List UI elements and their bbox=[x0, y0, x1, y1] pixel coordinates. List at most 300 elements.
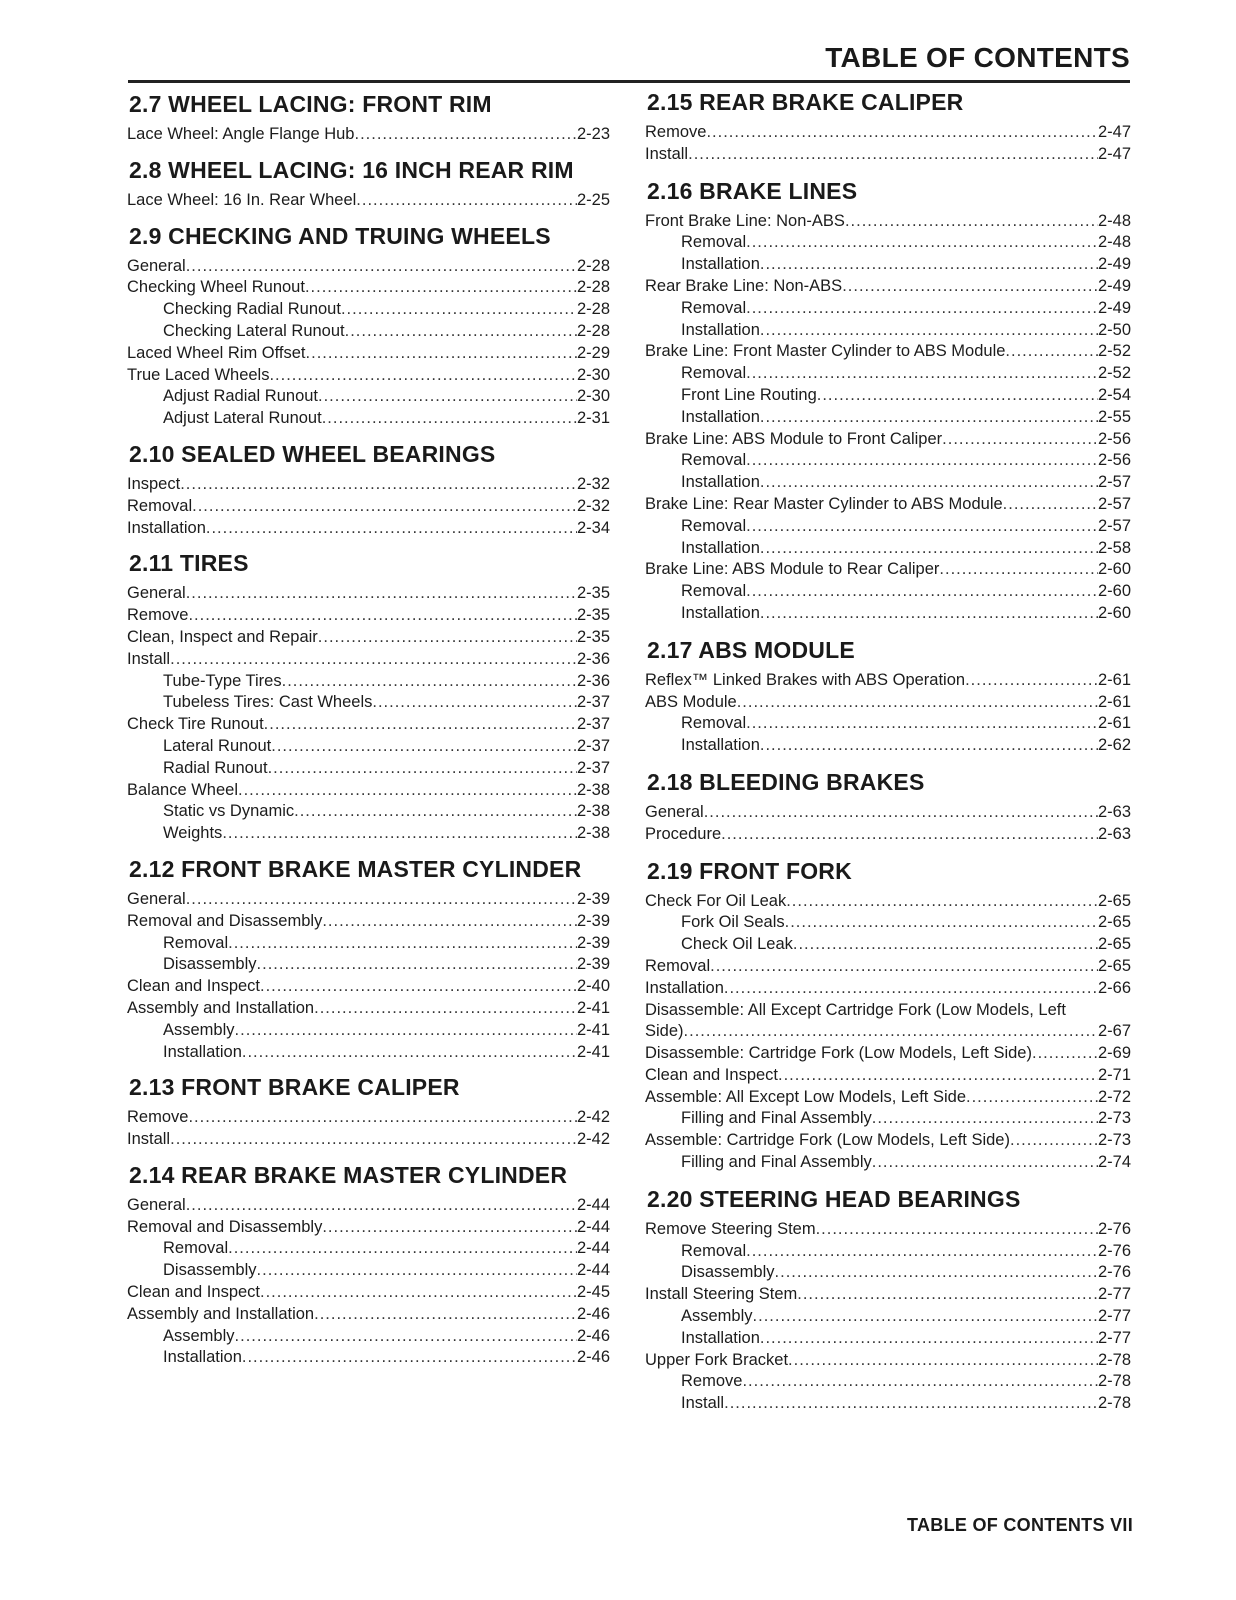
entry-title: Lace Wheel: 16 In. Rear Wheel bbox=[127, 190, 357, 209]
entry-title: Check For Oil Leak bbox=[645, 891, 787, 910]
toc-entry[interactable] bbox=[645, 1065, 1131, 1087]
toc-subentry[interactable] bbox=[645, 912, 1131, 934]
section-spacer bbox=[127, 1151, 610, 1161]
toc-subentry[interactable] bbox=[127, 321, 610, 343]
entry-page-number: 2-48 bbox=[1097, 211, 1131, 230]
entry-page-number: 2-46 bbox=[576, 1348, 610, 1367]
toc-section bbox=[645, 768, 1131, 846]
toc-entry[interactable] bbox=[127, 124, 610, 146]
section-heading[interactable]: 2.19 FRONT FORK bbox=[647, 857, 852, 884]
toc-section bbox=[127, 440, 610, 539]
entry-page-number: 2-41 bbox=[576, 1042, 610, 1061]
dot-leader bbox=[746, 581, 1098, 603]
toc-subentry[interactable] bbox=[127, 954, 610, 976]
toc-subentry[interactable] bbox=[645, 934, 1131, 956]
dot-leader bbox=[753, 1306, 1098, 1328]
entry-page-number: 2-48 bbox=[1097, 233, 1131, 252]
dot-leader bbox=[760, 472, 1098, 494]
entry-title: Rear Brake Line: Non-ABS bbox=[645, 276, 843, 295]
entry-page-number: 2-71 bbox=[1097, 1065, 1131, 1084]
entry-page-number: 2-50 bbox=[1097, 320, 1131, 339]
dot-leader bbox=[939, 559, 1098, 581]
toc-subentry[interactable] bbox=[127, 386, 610, 408]
dot-leader bbox=[721, 824, 1098, 846]
dot-leader bbox=[268, 758, 577, 780]
toc-subentry[interactable] bbox=[127, 671, 610, 693]
dot-leader bbox=[238, 780, 577, 802]
toc-entry[interactable] bbox=[645, 429, 1131, 451]
entry-page-number: 2-46 bbox=[576, 1326, 610, 1345]
toc-entry[interactable] bbox=[645, 276, 1131, 298]
entry-page-number: 2-40 bbox=[576, 977, 610, 996]
entry-page-number: 2-28 bbox=[576, 256, 610, 275]
entry-page-number: 2-57 bbox=[1097, 516, 1131, 535]
entry-title: Front Brake Line: Non-ABS bbox=[645, 211, 845, 230]
dot-leader bbox=[188, 605, 577, 627]
toc-entry[interactable] bbox=[127, 911, 610, 933]
entry-page-number: 2-44 bbox=[576, 1195, 610, 1214]
entry-title: Clean and Inspect bbox=[127, 977, 261, 996]
entry-page-number: 2-74 bbox=[1097, 1153, 1131, 1172]
entry-title: Installation bbox=[681, 255, 760, 274]
toc-entry[interactable] bbox=[645, 122, 1131, 144]
dot-leader bbox=[797, 1284, 1098, 1306]
entry-title: General bbox=[127, 256, 186, 275]
toc-subentry[interactable] bbox=[645, 363, 1131, 385]
entry-page-number: 2-39 bbox=[576, 911, 610, 930]
toc-subentry[interactable] bbox=[645, 603, 1131, 625]
entry-page-number: 2-72 bbox=[1097, 1087, 1131, 1106]
section-heading[interactable]: 2.8 WHEEL LACING: 16 INCH REAR RIM bbox=[129, 156, 574, 183]
toc-subentry[interactable] bbox=[645, 254, 1131, 276]
toc-entry[interactable] bbox=[127, 496, 610, 518]
entry-title: Brake Line: ABS Module to Rear Caliper bbox=[645, 560, 940, 579]
entry-page-number: 2-52 bbox=[1097, 364, 1131, 383]
section-heading[interactable]: 2.7 WHEEL LACING: FRONT RIM bbox=[129, 91, 492, 117]
toc-subentry[interactable] bbox=[645, 472, 1131, 494]
entry-title: Installation bbox=[681, 603, 760, 622]
entry-page-number: 2-76 bbox=[1097, 1219, 1131, 1238]
dot-leader bbox=[845, 211, 1098, 233]
toc-subentry[interactable] bbox=[127, 1347, 610, 1369]
entry-title: Disassemble: Cartridge Fork (Low Models, Left Side) bbox=[645, 1044, 1032, 1063]
dot-leader bbox=[704, 802, 1098, 824]
entry-page-number: 2-57 bbox=[1097, 494, 1131, 513]
dot-leader bbox=[710, 956, 1098, 978]
toc-entry[interactable] bbox=[645, 1284, 1131, 1306]
page-header bbox=[128, 40, 1130, 83]
dot-leader bbox=[724, 978, 1098, 1000]
section-heading[interactable]: 2.13 FRONT BRAKE CALIPER bbox=[129, 1074, 460, 1101]
toc-subentry[interactable] bbox=[127, 299, 610, 321]
toc-entry[interactable] bbox=[127, 605, 610, 627]
entry-page-number: 2-67 bbox=[1097, 1022, 1131, 1041]
dot-leader bbox=[760, 254, 1098, 276]
dot-leader bbox=[282, 671, 577, 693]
entry-title: Radial Runout bbox=[163, 758, 268, 777]
dot-leader bbox=[188, 1107, 577, 1129]
entry-title: Remove bbox=[681, 1372, 743, 1391]
dot-leader bbox=[356, 190, 577, 212]
toc-entry[interactable] bbox=[127, 1195, 610, 1217]
toc-subentry[interactable] bbox=[645, 1152, 1131, 1174]
toc-subentry[interactable] bbox=[645, 1108, 1131, 1130]
entry-page-number: 2-28 bbox=[576, 300, 610, 319]
entry-page-number: 2-63 bbox=[1097, 802, 1131, 821]
toc-entry[interactable] bbox=[645, 1043, 1131, 1065]
entry-title: Check Tire Runout bbox=[127, 715, 264, 734]
entry-page-number: 2-76 bbox=[1097, 1241, 1131, 1260]
entry-page-number: 2-60 bbox=[1097, 603, 1131, 622]
toc-entry[interactable] bbox=[645, 211, 1131, 233]
dot-leader bbox=[775, 1262, 1098, 1284]
section-heading[interactable]: 2.18 BLEEDING BRAKES bbox=[647, 768, 925, 795]
entry-title: Adjust Lateral Runout bbox=[163, 409, 322, 428]
dot-leader bbox=[269, 365, 577, 387]
toc-subentry[interactable] bbox=[645, 450, 1131, 472]
entry-title: Tube-Type Tires bbox=[163, 671, 282, 690]
page-footer: TABLE OF CONTENTS VII bbox=[907, 1515, 1133, 1535]
toc-subentry[interactable] bbox=[127, 758, 610, 780]
entry-title: Removal bbox=[681, 1241, 747, 1260]
entry-title: Removal bbox=[681, 233, 747, 252]
entry-page-number: 2-60 bbox=[1097, 582, 1131, 601]
toc-subentry[interactable] bbox=[127, 408, 610, 430]
dot-leader bbox=[235, 1020, 577, 1042]
dot-leader bbox=[760, 320, 1098, 342]
entry-page-number: 2-36 bbox=[576, 671, 610, 690]
dot-leader bbox=[318, 386, 577, 408]
entry-title: Upper Fork Bracket bbox=[645, 1350, 789, 1369]
entry-title: Reflex™ Linked Brakes with ABS Operation bbox=[645, 670, 966, 689]
entry-page-number: 2-41 bbox=[576, 1020, 610, 1039]
entry-title: Assembly bbox=[163, 1020, 235, 1039]
section-heading[interactable]: 2.12 FRONT BRAKE MASTER CYLINDER bbox=[129, 855, 582, 882]
entry-title: Removal bbox=[681, 298, 747, 317]
toc-entry[interactable] bbox=[127, 256, 610, 278]
toc-section bbox=[127, 1161, 610, 1369]
dot-leader bbox=[778, 1065, 1098, 1087]
dot-leader bbox=[341, 299, 577, 321]
entry-page-number: 2-35 bbox=[576, 606, 610, 625]
section-heading[interactable]: 2.17 ABS MODULE bbox=[647, 636, 855, 663]
entry-title: Remove Steering Stem bbox=[645, 1219, 816, 1238]
section-heading[interactable]: 2.10 SEALED WHEEL BEARINGS bbox=[129, 440, 496, 467]
dot-leader bbox=[785, 912, 1098, 934]
toc-subentry[interactable] bbox=[645, 713, 1131, 735]
toc-subentry[interactable] bbox=[645, 1306, 1131, 1328]
entry-title: ABS Module bbox=[645, 692, 737, 711]
section-heading[interactable]: 2.16 BRAKE LINES bbox=[647, 177, 858, 204]
dot-leader bbox=[322, 1217, 577, 1239]
entry-title: Install bbox=[681, 1394, 725, 1413]
toc-entry[interactable] bbox=[645, 1000, 1131, 1022]
entry-title: General bbox=[127, 1195, 186, 1214]
dot-leader bbox=[872, 1108, 1098, 1130]
toc-subentry[interactable] bbox=[645, 735, 1131, 757]
toc-subentry[interactable] bbox=[127, 1020, 610, 1042]
toc-subentry[interactable] bbox=[645, 516, 1131, 538]
toc-entry[interactable] bbox=[645, 956, 1131, 978]
toc-right-column bbox=[645, 88, 1131, 1415]
entry-page-number: 2-77 bbox=[1097, 1328, 1131, 1347]
toc-entry[interactable] bbox=[127, 649, 610, 671]
toc-subentry[interactable] bbox=[645, 298, 1131, 320]
toc-entry[interactable] bbox=[127, 1107, 610, 1129]
entry-page-number: 2-38 bbox=[576, 824, 610, 843]
entry-page-number: 2-39 bbox=[576, 933, 610, 952]
toc-entry[interactable] bbox=[127, 780, 610, 802]
entry-title: Removal bbox=[681, 582, 747, 601]
entry-page-number: 2-69 bbox=[1097, 1044, 1131, 1063]
entry-title: Assembly bbox=[681, 1307, 753, 1326]
toc-entry[interactable] bbox=[645, 1350, 1131, 1372]
entry-title: Installation bbox=[645, 978, 724, 997]
section-spacer bbox=[645, 757, 1131, 768]
toc-entry[interactable] bbox=[645, 341, 1131, 363]
entry-page-number: 2-56 bbox=[1097, 429, 1131, 448]
entry-page-number: 2-37 bbox=[576, 758, 610, 777]
entry-page-number: 2-49 bbox=[1097, 255, 1131, 274]
entry-title: General bbox=[127, 889, 186, 908]
entry-title: Static vs Dynamic bbox=[163, 802, 295, 821]
entry-title: Assembly and Installation bbox=[127, 998, 315, 1017]
dot-leader bbox=[318, 627, 577, 649]
entry-page-number: 2-76 bbox=[1097, 1263, 1131, 1282]
toc-entry[interactable] bbox=[645, 670, 1131, 692]
dot-leader bbox=[294, 801, 577, 823]
dot-leader bbox=[242, 1347, 577, 1369]
entry-page-number: 2-35 bbox=[576, 584, 610, 603]
toc-subentry[interactable] bbox=[645, 1371, 1131, 1393]
entry-title: Installation bbox=[681, 473, 760, 492]
toc-entry[interactable] bbox=[127, 627, 610, 649]
entry-page-number: 2-56 bbox=[1097, 451, 1131, 470]
toc-entry[interactable] bbox=[127, 474, 610, 496]
entry-title: Removal bbox=[681, 451, 747, 470]
entry-page-number: 2-63 bbox=[1097, 824, 1131, 843]
entry-page-number: 2-36 bbox=[576, 649, 610, 668]
toc-entry[interactable] bbox=[645, 494, 1131, 516]
entry-title: Adjust Radial Runout bbox=[163, 387, 319, 406]
dot-leader bbox=[186, 889, 577, 911]
entry-title: Check Oil Leak bbox=[681, 935, 793, 954]
toc-entry[interactable] bbox=[127, 1304, 610, 1326]
section-spacer bbox=[127, 212, 610, 222]
entry-page-number: 2-78 bbox=[1097, 1350, 1131, 1369]
dot-leader bbox=[760, 1328, 1098, 1350]
toc-entry[interactable] bbox=[127, 714, 610, 736]
entry-page-number: 2-57 bbox=[1097, 473, 1131, 492]
dot-leader bbox=[746, 1241, 1098, 1263]
toc-subentry[interactable] bbox=[645, 232, 1131, 254]
entry-title: Removal bbox=[681, 714, 747, 733]
entry-title: Remove bbox=[127, 1108, 189, 1127]
toc-entry[interactable] bbox=[127, 190, 610, 212]
toc-subentry[interactable] bbox=[127, 933, 610, 955]
entry-title: General bbox=[127, 584, 186, 603]
toc-entry[interactable] bbox=[645, 1130, 1131, 1152]
entry-page-number: 2-62 bbox=[1097, 736, 1131, 755]
entry-title: Disassembly bbox=[681, 1263, 775, 1282]
entry-title: Assemble: Cartridge Fork (Low Models, Left Side) bbox=[645, 1131, 1010, 1150]
toc-entry[interactable] bbox=[645, 891, 1131, 913]
section-spacer bbox=[127, 539, 610, 549]
dot-leader bbox=[1032, 1043, 1098, 1065]
entry-title: Assemble: All Except Low Models, Left Side bbox=[645, 1087, 966, 1106]
dot-leader bbox=[314, 998, 577, 1020]
dot-leader bbox=[746, 450, 1098, 472]
toc-entry[interactable] bbox=[645, 144, 1131, 166]
entry-page-number: 2-49 bbox=[1097, 276, 1131, 295]
dot-leader bbox=[345, 321, 577, 343]
entry-page-number: 2-66 bbox=[1097, 978, 1131, 997]
toc-section bbox=[645, 177, 1131, 625]
toc-subentry[interactable] bbox=[127, 1238, 610, 1260]
toc-entry[interactable] bbox=[127, 518, 610, 540]
entry-title: Side) bbox=[645, 1022, 684, 1041]
toc-entry[interactable] bbox=[127, 889, 610, 911]
toc-entry[interactable] bbox=[645, 824, 1131, 846]
section-heading[interactable]: 2.14 REAR BRAKE MASTER CYLINDER bbox=[129, 1161, 568, 1188]
entry-page-number: 2-37 bbox=[576, 715, 610, 734]
dot-leader bbox=[817, 385, 1098, 407]
dot-leader bbox=[746, 232, 1098, 254]
section-spacer bbox=[645, 1174, 1131, 1185]
dot-leader bbox=[322, 911, 577, 933]
toc-entry[interactable] bbox=[645, 978, 1131, 1000]
dot-leader bbox=[271, 736, 577, 758]
toc-entry[interactable] bbox=[645, 802, 1131, 824]
toc-entry[interactable] bbox=[127, 1217, 610, 1239]
toc-entry[interactable] bbox=[127, 1129, 610, 1151]
section-spacer bbox=[127, 146, 610, 156]
toc-subentry[interactable] bbox=[127, 736, 610, 758]
dot-leader bbox=[816, 1219, 1098, 1241]
entry-page-number: 2-44 bbox=[576, 1239, 610, 1258]
toc-entry[interactable] bbox=[127, 343, 610, 365]
toc-section bbox=[645, 636, 1131, 757]
entry-title: Front Line Routing bbox=[681, 385, 817, 404]
toc-subentry[interactable] bbox=[127, 1260, 610, 1282]
entry-title: Lace Wheel: Angle Flange Hub bbox=[127, 125, 355, 143]
section-heading[interactable]: 2.20 STEERING HEAD BEARINGS bbox=[647, 1185, 1021, 1212]
section-heading[interactable]: 2.11 TIRES bbox=[129, 550, 249, 577]
entry-title: Removal bbox=[163, 933, 229, 952]
dot-leader bbox=[737, 692, 1098, 714]
toc-subentry[interactable] bbox=[645, 320, 1131, 342]
entry-page-number: 2-28 bbox=[576, 278, 610, 297]
dot-leader bbox=[264, 714, 577, 736]
toc-section bbox=[645, 857, 1131, 1174]
entry-page-number: 2-49 bbox=[1097, 298, 1131, 317]
toc-entry[interactable] bbox=[127, 1282, 610, 1304]
entry-title: True Laced Wheels bbox=[127, 365, 270, 384]
entry-title: Procedure bbox=[645, 824, 722, 843]
toc-subentry[interactable] bbox=[645, 1328, 1131, 1350]
toc-entry[interactable] bbox=[127, 277, 610, 299]
dot-leader bbox=[760, 603, 1098, 625]
entry-title: Inspect bbox=[127, 474, 181, 493]
dot-leader bbox=[257, 954, 577, 976]
toc-entry[interactable] bbox=[127, 976, 610, 998]
toc-subentry[interactable] bbox=[645, 407, 1131, 429]
entry-title: Removal bbox=[681, 516, 747, 535]
entry-title: Removal bbox=[681, 364, 747, 383]
entry-page-number: 2-61 bbox=[1097, 714, 1131, 733]
toc-entry[interactable] bbox=[645, 1021, 1131, 1043]
toc-subentry[interactable] bbox=[127, 1042, 610, 1064]
entry-page-number: 2-58 bbox=[1097, 538, 1131, 557]
toc-entry[interactable] bbox=[645, 1219, 1131, 1241]
section-spacer bbox=[645, 625, 1131, 636]
dot-leader bbox=[228, 933, 577, 955]
dot-leader bbox=[1005, 341, 1098, 363]
toc-section bbox=[127, 90, 610, 146]
entry-title: Removal and Disassembly bbox=[127, 1217, 323, 1236]
toc-subentry[interactable] bbox=[645, 581, 1131, 603]
entry-page-number: 2-42 bbox=[576, 1130, 610, 1149]
section-spacer bbox=[127, 430, 610, 440]
toc-entry[interactable] bbox=[127, 365, 610, 387]
toc-subentry[interactable] bbox=[645, 538, 1131, 560]
entry-title: Assembly bbox=[163, 1326, 235, 1345]
toc-subentry[interactable] bbox=[645, 1241, 1131, 1263]
entry-page-number: 2-73 bbox=[1097, 1109, 1131, 1128]
toc-subentry[interactable] bbox=[127, 1326, 610, 1348]
section-heading[interactable]: 2.9 CHECKING AND TRUING WHEELS bbox=[129, 222, 551, 249]
entry-page-number: 2-38 bbox=[576, 780, 610, 799]
toc-subentry[interactable] bbox=[127, 823, 610, 845]
entry-page-number: 2-61 bbox=[1097, 670, 1131, 689]
dot-leader bbox=[242, 1042, 577, 1064]
page-title: TABLE OF CONTENTS bbox=[825, 42, 1130, 73]
toc-entry[interactable] bbox=[645, 1087, 1131, 1109]
entry-title: Install bbox=[645, 144, 689, 163]
dot-leader bbox=[684, 1021, 1098, 1043]
section-heading[interactable]: 2.15 REAR BRAKE CALIPER bbox=[647, 89, 964, 115]
toc-entry[interactable] bbox=[645, 692, 1131, 714]
entry-title: Removal and Disassembly bbox=[127, 911, 323, 930]
entry-page-number: 2-77 bbox=[1097, 1285, 1131, 1304]
toc-subentry[interactable] bbox=[645, 385, 1131, 407]
dot-leader bbox=[257, 1260, 577, 1282]
entry-page-number: 2-44 bbox=[576, 1261, 610, 1280]
toc-subentry[interactable] bbox=[645, 1262, 1131, 1284]
entry-page-number: 2-73 bbox=[1097, 1131, 1131, 1150]
dot-leader bbox=[742, 1371, 1098, 1393]
entry-page-number: 2-37 bbox=[576, 736, 610, 755]
entry-page-number: 2-23 bbox=[576, 125, 610, 143]
dot-leader bbox=[170, 649, 577, 671]
dot-leader bbox=[1010, 1130, 1098, 1152]
entry-page-number: 2-32 bbox=[576, 474, 610, 493]
section-spacer bbox=[127, 1063, 610, 1073]
toc-entry[interactable] bbox=[645, 559, 1131, 581]
dot-leader bbox=[746, 713, 1098, 735]
entry-page-number: 2-35 bbox=[576, 627, 610, 646]
toc-section bbox=[127, 156, 610, 212]
entry-title: Tubeless Tires: Cast Wheels bbox=[163, 693, 373, 712]
toc-subentry[interactable] bbox=[127, 692, 610, 714]
toc-subentry[interactable] bbox=[645, 1393, 1131, 1415]
toc-subentry[interactable] bbox=[127, 801, 610, 823]
dot-leader bbox=[746, 363, 1098, 385]
entry-title: Clean, Inspect and Repair bbox=[127, 627, 318, 646]
toc-entry[interactable] bbox=[127, 998, 610, 1020]
entry-page-number: 2-30 bbox=[576, 387, 610, 406]
toc-entry[interactable] bbox=[127, 583, 610, 605]
